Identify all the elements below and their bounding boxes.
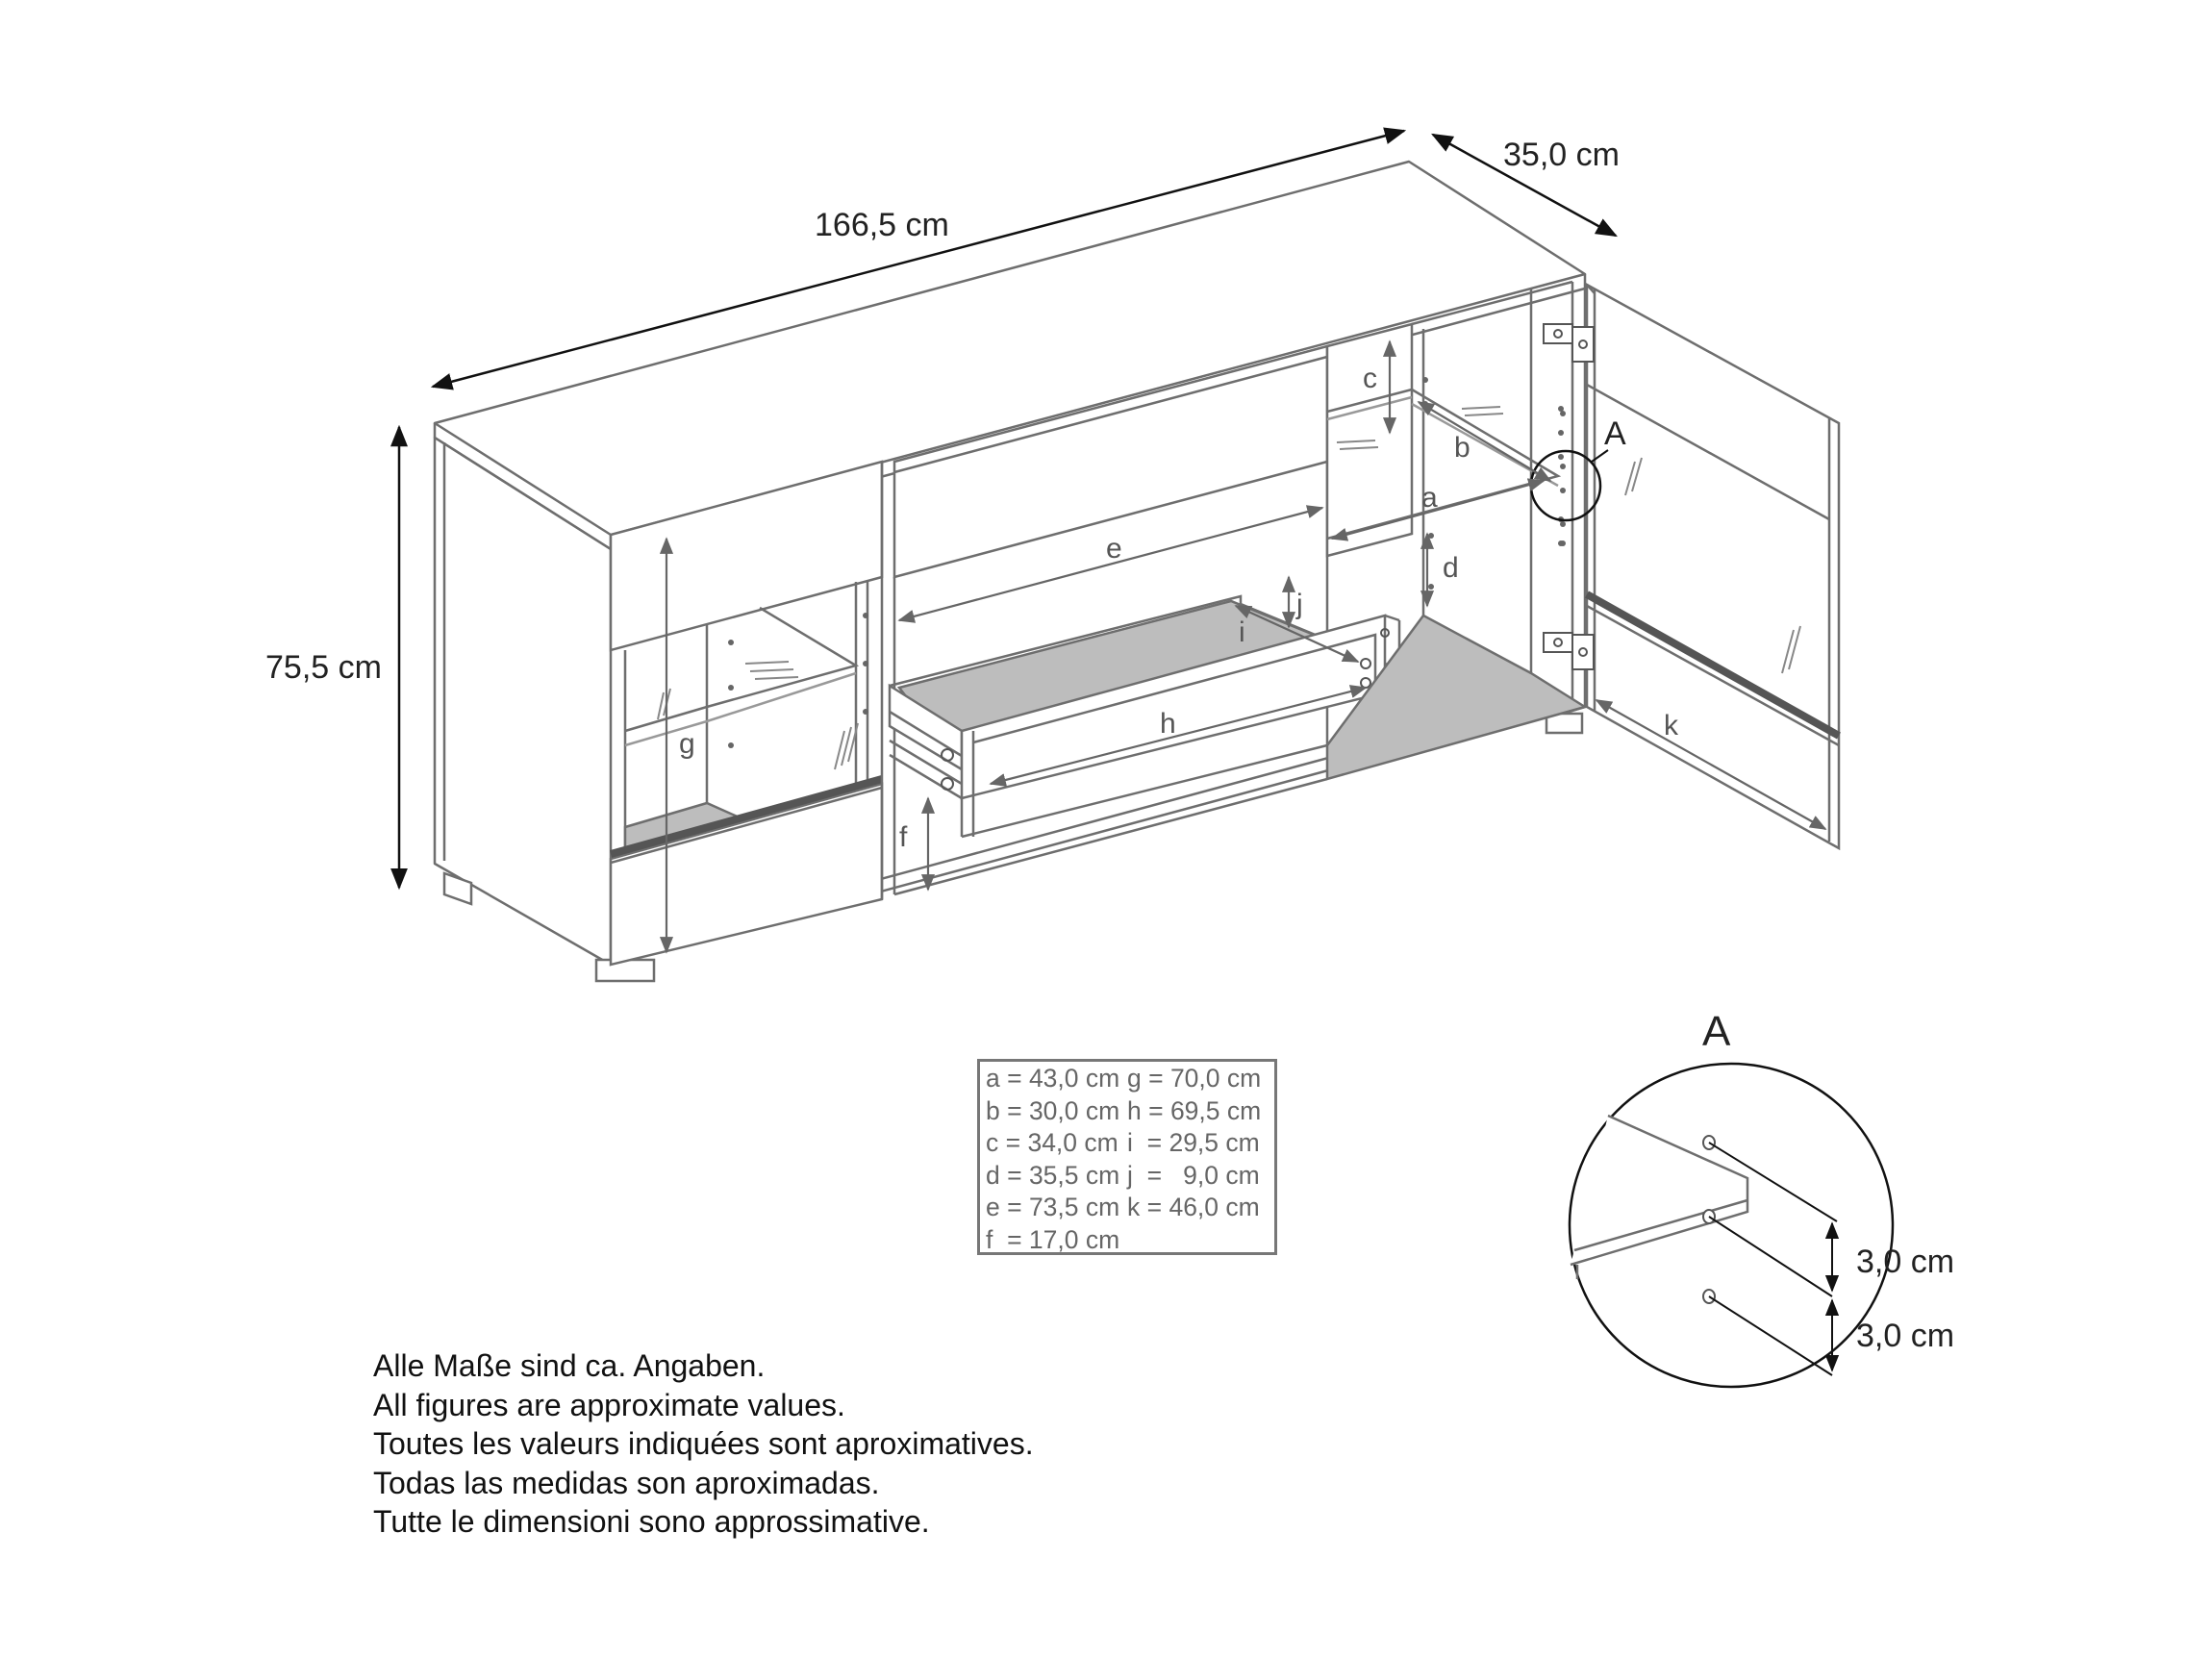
note-english: All figures are approximate values.: [373, 1387, 845, 1422]
note-spanish: Todas las medidas son aproximadas.: [373, 1465, 880, 1500]
legend-cell: d = 35,5 cm: [986, 1160, 1120, 1190]
open-door: [1587, 285, 1839, 848]
legend-cell: c = 34,0 cm: [986, 1128, 1119, 1157]
legend-row: [986, 1224, 1269, 1257]
part-letter-i: i: [1239, 616, 1245, 648]
legend-cell: k = 46,0 cm: [1127, 1193, 1260, 1221]
part-letter-j: j: [1296, 589, 1303, 620]
legend-cell: g = 70,0 cm: [1127, 1064, 1262, 1093]
legend-cell: h = 69,5 cm: [1127, 1095, 1262, 1125]
legend-row: [986, 1095, 1269, 1128]
legend-cell: j = 9,0 cm: [1127, 1160, 1260, 1190]
detail-title: A: [1702, 1008, 1731, 1055]
legend-cell: [1127, 1224, 1269, 1257]
detail-spacing-upper: 3,0 cm: [1856, 1244, 1955, 1280]
part-letter-e: e: [1106, 533, 1122, 565]
note-german: Alle Maße sind ca. Angaben.: [373, 1348, 766, 1383]
disclaimer-notes: [373, 1346, 1034, 1542]
part-letter-f: f: [899, 821, 908, 853]
note-italian: Tutte le dimensioni sono approssimative.: [373, 1504, 930, 1539]
depth-label: 35,0 cm: [1503, 137, 1620, 173]
left-lower-panel: [611, 784, 882, 965]
note-french: Toutes les valeurs indiquées sont aproximatives.: [373, 1426, 1034, 1461]
part-letter-h: h: [1160, 708, 1176, 740]
detail-marker-label: A: [1604, 415, 1626, 452]
legend-row: [986, 1127, 1269, 1160]
part-letter-k: k: [1664, 710, 1678, 742]
part-letter-d: d: [1443, 552, 1459, 584]
detail-view: [1570, 1064, 1893, 1387]
detail-spacing-lower: 3,0 cm: [1856, 1318, 1955, 1354]
legend-cell: f = 17,0 cm: [986, 1224, 1120, 1254]
width-label: 166,5 cm: [815, 207, 949, 243]
part-letter-a: a: [1421, 482, 1438, 514]
legend-row: [986, 1063, 1269, 1095]
open-door-panel: [1587, 285, 1839, 848]
left-compartment: [611, 462, 882, 965]
dimension-legend: [977, 1059, 1277, 1255]
legend-row: [986, 1160, 1269, 1193]
cabinet-body: [435, 162, 1585, 965]
legend-cell: a = 43,0 cm: [986, 1064, 1120, 1093]
legend-cell: b = 30,0 cm: [986, 1095, 1120, 1125]
legend-cell: e = 73,5 cm: [986, 1193, 1120, 1221]
legend-row: [986, 1192, 1269, 1224]
part-letter-g: g: [679, 728, 695, 760]
height-label: 75,5 cm: [265, 649, 382, 686]
part-letter-b: b: [1454, 432, 1470, 464]
legend-cell: i = 29,5 cm: [1127, 1128, 1260, 1157]
part-letter-c: c: [1363, 363, 1377, 394]
